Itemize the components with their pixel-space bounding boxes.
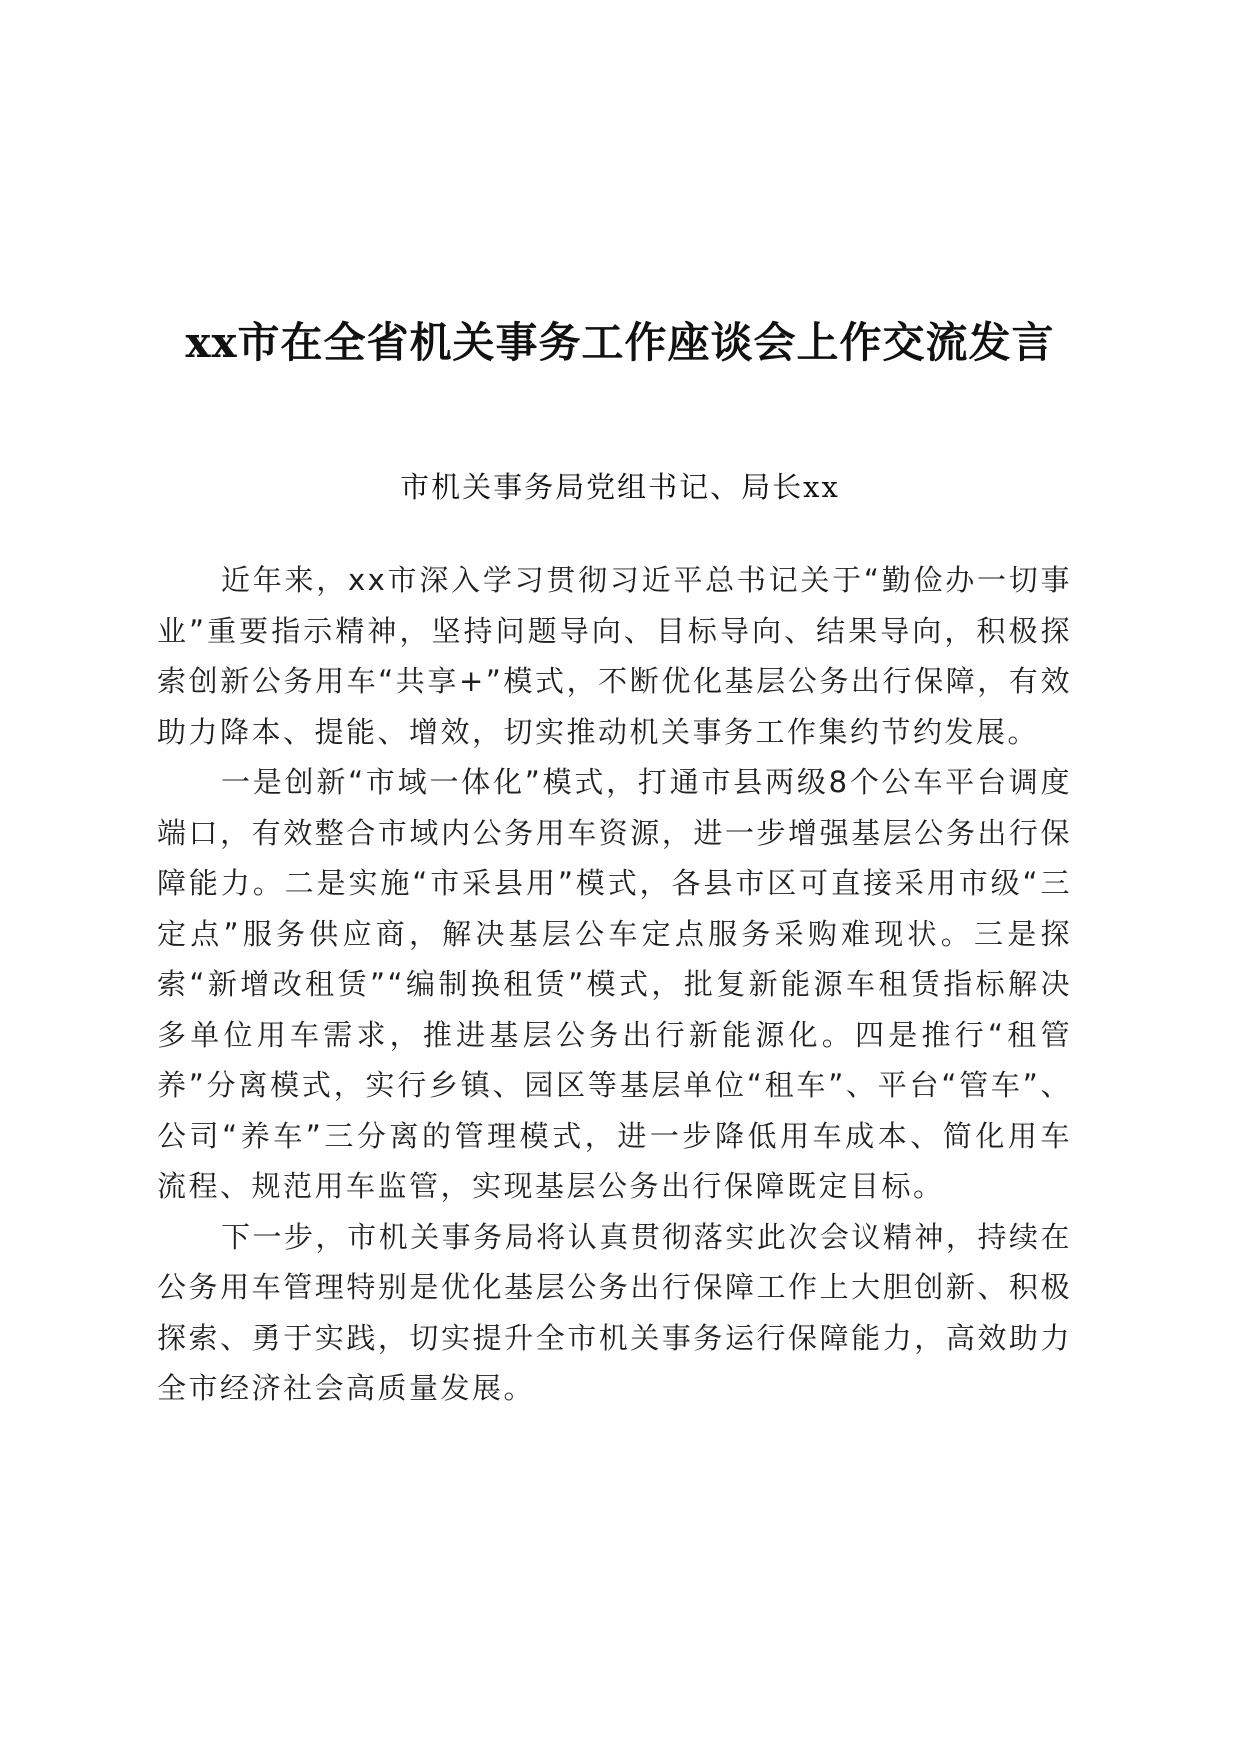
body-paragraph-2: 一是创新“市域一体化”模式，打通市县两级8个公车平台调度端口，有效整合市域内公务用车资源，进一步增强基层公务出行保障能力。二是实施“市采县用”模式，各县市区可直接采用市级“三定点”服务供应商，解决基层公车定点服务采购难现状。三是探索“新增改租赁”“编制换租赁”模式，批复新能源车租赁指标解决多单位用车需求，推进基层公务出行新能源化。四是推行“租管养”分离模式，实行乡镇、园区等基层单位“租车”、平台“管车”、公司“养车”三分离的管理模式，进一步降低用车成本、简化用车流程、规范用车监管，实现基层公务出行保障既定目标。	[157, 765, 1072, 1203]
document-title: xx市在全省机关事务工作座谈会上作交流发言	[185, 318, 1055, 367]
document-body	[157, 555, 1072, 1414]
author-byline: 市机关事务局党组书记、局长xx	[400, 470, 840, 504]
body-paragraph-1: 近年来，xx市深入学习贯彻习近平总书记关于“勤俭办一切事业”重要指示精神，坚持问题导向、目标导向、结果导向，积极探索创新公务用车“共享+”模式，不断优化基层公务出行保障，有效助力降本、提能、增效，切实推动机关事务工作集约节约发展。	[157, 563, 1072, 749]
body-paragraph-3: 下一步，市机关事务局将认真贯彻落实此次会议精神，持续在公务用车管理特别是优化基层公务出行保障工作上大胆创新、积极探索、勇于实践，切实提升全市机关事务运行保障能力，高效助力全市经济社会高质量发展。	[157, 1219, 1072, 1405]
